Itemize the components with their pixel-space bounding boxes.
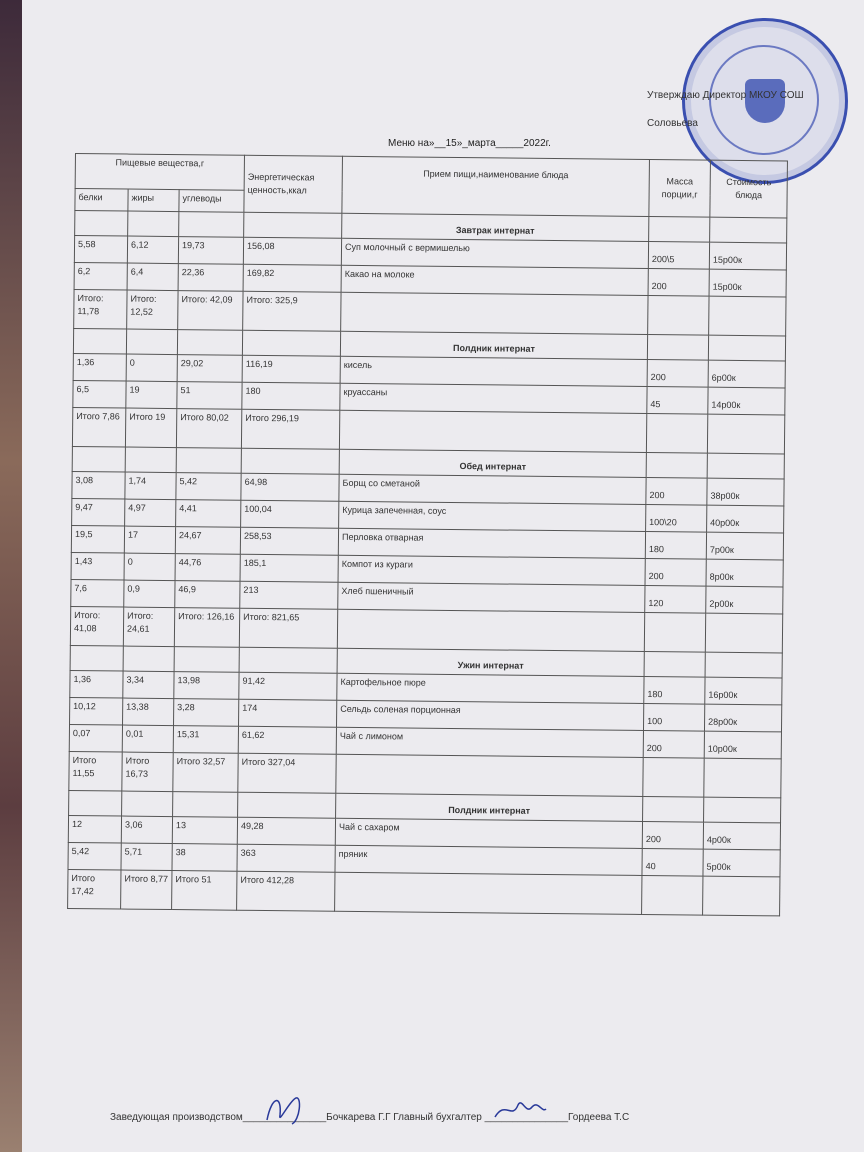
energy-cell: 61,62	[238, 726, 336, 754]
empty-cell	[125, 447, 176, 473]
carbs-cell: 46,9	[175, 581, 240, 609]
protein-cell: 12	[68, 815, 121, 843]
fat-cell: 0,9	[124, 580, 175, 608]
empty-cell	[644, 651, 705, 677]
fat-cell: 19	[126, 381, 177, 409]
fat-cell: 3,34	[123, 671, 174, 699]
section-title: Полдник интернат	[340, 331, 647, 359]
empty-cell	[69, 790, 122, 816]
price-cell: 5р00к	[703, 849, 780, 877]
total-cell: Итого: 126,16	[174, 608, 239, 648]
carbs-cell: 51	[177, 382, 242, 410]
empty-cell	[704, 797, 781, 823]
empty-cell	[643, 757, 704, 797]
total-cell: Итого: 12,52	[127, 290, 178, 330]
carbs-cell: 5,42	[176, 473, 241, 501]
energy-cell: 64,98	[241, 473, 339, 501]
price-cell: 2р00к	[706, 586, 783, 614]
energy-cell: 213	[240, 581, 338, 609]
mass-cell: 180	[645, 531, 706, 559]
carbs-cell: 15,31	[173, 726, 238, 754]
empty-cell	[176, 448, 241, 474]
protein-cell: 0,07	[69, 724, 122, 752]
mass-cell: 200\5	[648, 242, 709, 270]
protein-cell: 10,12	[70, 697, 123, 725]
empty-cell	[705, 652, 782, 678]
price-cell: 4р00к	[703, 822, 780, 850]
total-cell: Итого: 821,65	[239, 608, 337, 648]
fat-cell: 5,71	[121, 843, 172, 871]
fat-cell: 0	[124, 553, 175, 581]
handwritten-signature-1	[262, 1090, 312, 1130]
empty-cell	[126, 329, 177, 355]
empty-cell	[707, 414, 784, 454]
mass-cell: 100	[644, 703, 705, 731]
mass-cell: 200	[645, 558, 706, 586]
approval-line-1: Утверждаю Директор МКОУ СОШ	[647, 90, 804, 101]
dish-name-cell: пряник	[335, 845, 642, 875]
protein-cell: 3,08	[72, 471, 125, 499]
empty-cell	[177, 330, 242, 356]
total-cell: Итого: 41,08	[70, 606, 123, 646]
total-cell: Итого 412,28	[237, 871, 335, 911]
empty-cell	[646, 453, 707, 479]
price-cell: 14р00к	[708, 387, 785, 415]
protein-cell: 19,5	[71, 525, 124, 553]
mass-cell: 45	[647, 387, 708, 415]
section-title: Обед интернат	[339, 449, 646, 477]
empty-cell	[646, 414, 707, 454]
fat-cell: 17	[124, 526, 175, 554]
protein-cell: 9,47	[72, 498, 125, 526]
subheader-fat: жиры	[128, 189, 179, 212]
fat-cell: 0,01	[122, 725, 173, 753]
mass-cell: 40	[642, 848, 703, 876]
empty-cell	[75, 211, 128, 237]
total-cell: Итого 7,86	[72, 407, 125, 447]
mass-cell: 200	[648, 269, 709, 297]
energy-cell: 174	[239, 699, 337, 727]
empty-cell	[128, 211, 179, 237]
dish-name-cell: Сельдь соленая порционная	[337, 700, 644, 730]
price-cell: 10р00к	[704, 731, 781, 759]
total-cell: Итого: 24,61	[123, 607, 174, 647]
price-cell: 15р00к	[709, 242, 786, 270]
empty-cell	[704, 758, 781, 798]
dish-name-cell: Борщ со сметаной	[339, 474, 646, 504]
empty-cell	[174, 647, 239, 673]
energy-cell: 185,1	[240, 554, 338, 582]
fat-cell: 6,12	[127, 236, 178, 264]
header-mass: Масса порции,г	[649, 160, 711, 218]
price-cell: 40р00к	[707, 505, 784, 533]
carbs-cell: 38	[172, 844, 237, 872]
total-cell: Итого 11,55	[69, 751, 122, 791]
energy-cell: 363	[237, 844, 335, 872]
dish-name-cell: Компот из кураги	[338, 555, 645, 585]
empty-cell	[708, 335, 785, 361]
subheader-carbs: углеводы	[179, 190, 244, 213]
empty-cell	[644, 612, 705, 652]
price-cell: 38р00к	[707, 478, 784, 506]
empty-cell	[647, 335, 708, 361]
dish-name-cell: Перловка отварная	[338, 528, 645, 558]
dish-name-cell: Суп молочный с вермишелью	[341, 238, 648, 268]
dish-name-cell: Курица запеченная, соус	[339, 501, 646, 531]
energy-cell: 116,19	[242, 355, 340, 383]
dish-name-cell: Картофельное пюре	[337, 673, 644, 703]
empty-cell	[341, 292, 648, 334]
seal-emblem-icon	[745, 79, 785, 123]
total-cell: Итого 17,42	[68, 869, 121, 909]
menu-title: Меню на»__15»_марта_____2022г.	[388, 138, 551, 149]
empty-cell	[239, 647, 337, 673]
mass-cell: 120	[645, 585, 706, 613]
total-cell: Итого 51	[172, 871, 237, 911]
section-title: Ужин интернат	[337, 648, 644, 676]
dish-name-cell: Хлеб пшеничный	[338, 582, 645, 612]
empty-cell	[648, 296, 709, 336]
protein-cell: 1,36	[70, 670, 123, 698]
price-cell: 15р00к	[709, 269, 786, 297]
section-title: Завтрак интернат	[342, 213, 649, 241]
total-cell: Итого 8,77	[121, 870, 172, 910]
carbs-cell: 22,36	[178, 264, 243, 292]
price-cell: 28р00к	[705, 704, 782, 732]
carbs-cell: 3,28	[174, 699, 239, 727]
empty-cell	[336, 754, 643, 796]
protein-cell: 5,58	[74, 236, 127, 264]
empty-cell	[710, 217, 787, 243]
dish-name-cell: кисель	[340, 356, 647, 386]
carbs-cell: 24,67	[175, 527, 240, 555]
total-cell: Итого 327,04	[238, 753, 336, 793]
menu-table	[67, 153, 788, 916]
dish-name-cell: Чай с лимоном	[336, 727, 643, 757]
carbs-cell: 44,76	[175, 554, 240, 582]
empty-cell	[238, 792, 336, 818]
empty-cell	[241, 448, 339, 474]
protein-cell: 6,2	[74, 262, 127, 290]
energy-cell: 156,08	[243, 237, 341, 265]
empty-cell	[73, 328, 126, 354]
mass-cell: 200	[647, 360, 708, 388]
carbs-cell: 19,73	[178, 237, 243, 265]
empty-cell	[337, 609, 644, 651]
mass-cell: 200	[643, 730, 704, 758]
protein-cell: 7,6	[71, 579, 124, 607]
empty-cell	[703, 876, 780, 916]
mass-cell: 180	[644, 676, 705, 704]
price-cell: 7р00к	[706, 532, 783, 560]
energy-cell: 180	[242, 382, 340, 410]
energy-cell: 91,42	[239, 672, 337, 700]
total-cell: Итого 80,02	[176, 409, 241, 449]
total-cell: Итого: 42,09	[178, 291, 243, 331]
mass-cell: 100\20	[646, 504, 707, 532]
total-cell: Итого: 325,9	[243, 291, 341, 331]
total-cell: Итого 296,19	[241, 409, 339, 449]
energy-cell: 169,82	[243, 264, 341, 292]
empty-cell	[707, 453, 784, 479]
carbs-cell: 13,98	[174, 672, 239, 700]
empty-cell	[335, 872, 642, 914]
protein-cell: 6,5	[73, 380, 126, 408]
fat-cell: 4,97	[125, 499, 176, 527]
empty-cell	[70, 645, 123, 671]
header-energy: Энергетическая ценность,ккал	[244, 155, 343, 213]
carbs-cell: 13	[172, 817, 237, 845]
price-cell: 8р00к	[706, 559, 783, 587]
section-title: Полдник интернат	[336, 793, 643, 821]
protein-cell: 1,43	[71, 552, 124, 580]
fat-cell: 1,74	[125, 472, 176, 500]
approval-line-2: Соловьева	[647, 118, 698, 129]
empty-cell	[339, 410, 646, 452]
empty-cell	[244, 212, 342, 238]
protein-cell: 5,42	[68, 842, 121, 870]
total-cell: Итого 32,57	[173, 753, 238, 793]
empty-cell	[179, 212, 244, 238]
total-cell: Итого: 11,78	[74, 289, 127, 329]
price-cell: 6р00к	[708, 360, 785, 388]
empty-cell	[709, 296, 786, 336]
empty-cell	[123, 646, 174, 672]
empty-cell	[173, 792, 238, 818]
empty-cell	[642, 875, 703, 915]
fat-cell: 0	[126, 354, 177, 382]
energy-cell: 100,04	[241, 500, 339, 528]
header-price: Стоимость блюда	[710, 160, 788, 218]
empty-cell	[649, 217, 710, 243]
fat-cell: 13,38	[123, 698, 174, 726]
price-cell: 16р00к	[705, 677, 782, 705]
handwritten-signature-2	[490, 1095, 550, 1125]
empty-cell	[122, 791, 173, 817]
fat-cell: 3,06	[121, 816, 172, 844]
total-row	[68, 869, 780, 915]
signature-footer: Заведующая производством_______________Бочкарева Г.Г Главный бухгалтер _______________Гордеева Т.С	[110, 1112, 630, 1123]
fat-cell: 6,4	[127, 263, 178, 291]
carbs-cell: 29,02	[177, 355, 242, 383]
mass-cell: 200	[646, 477, 707, 505]
dish-name-cell: круассаны	[340, 383, 647, 413]
empty-cell	[705, 613, 782, 653]
total-cell: Итого 19	[125, 408, 176, 448]
total-cell: Итого 16,73	[122, 752, 173, 792]
empty-cell	[242, 330, 340, 356]
subheader-protein: белки	[75, 189, 128, 212]
header-nutrients: Пищевые вещества,г	[75, 154, 244, 191]
dish-name-cell: Какао на молоке	[341, 265, 648, 295]
mass-cell: 200	[642, 821, 703, 849]
energy-cell: 258,53	[240, 527, 338, 555]
empty-cell	[643, 796, 704, 822]
energy-cell: 49,28	[237, 817, 335, 845]
dish-name-cell: Чай с сахаром	[335, 818, 642, 848]
carbs-cell: 4,41	[176, 500, 241, 528]
protein-cell: 1,36	[73, 353, 126, 381]
header-meal: Прием пищи,наименование блюда	[342, 156, 650, 216]
empty-cell	[72, 446, 125, 472]
